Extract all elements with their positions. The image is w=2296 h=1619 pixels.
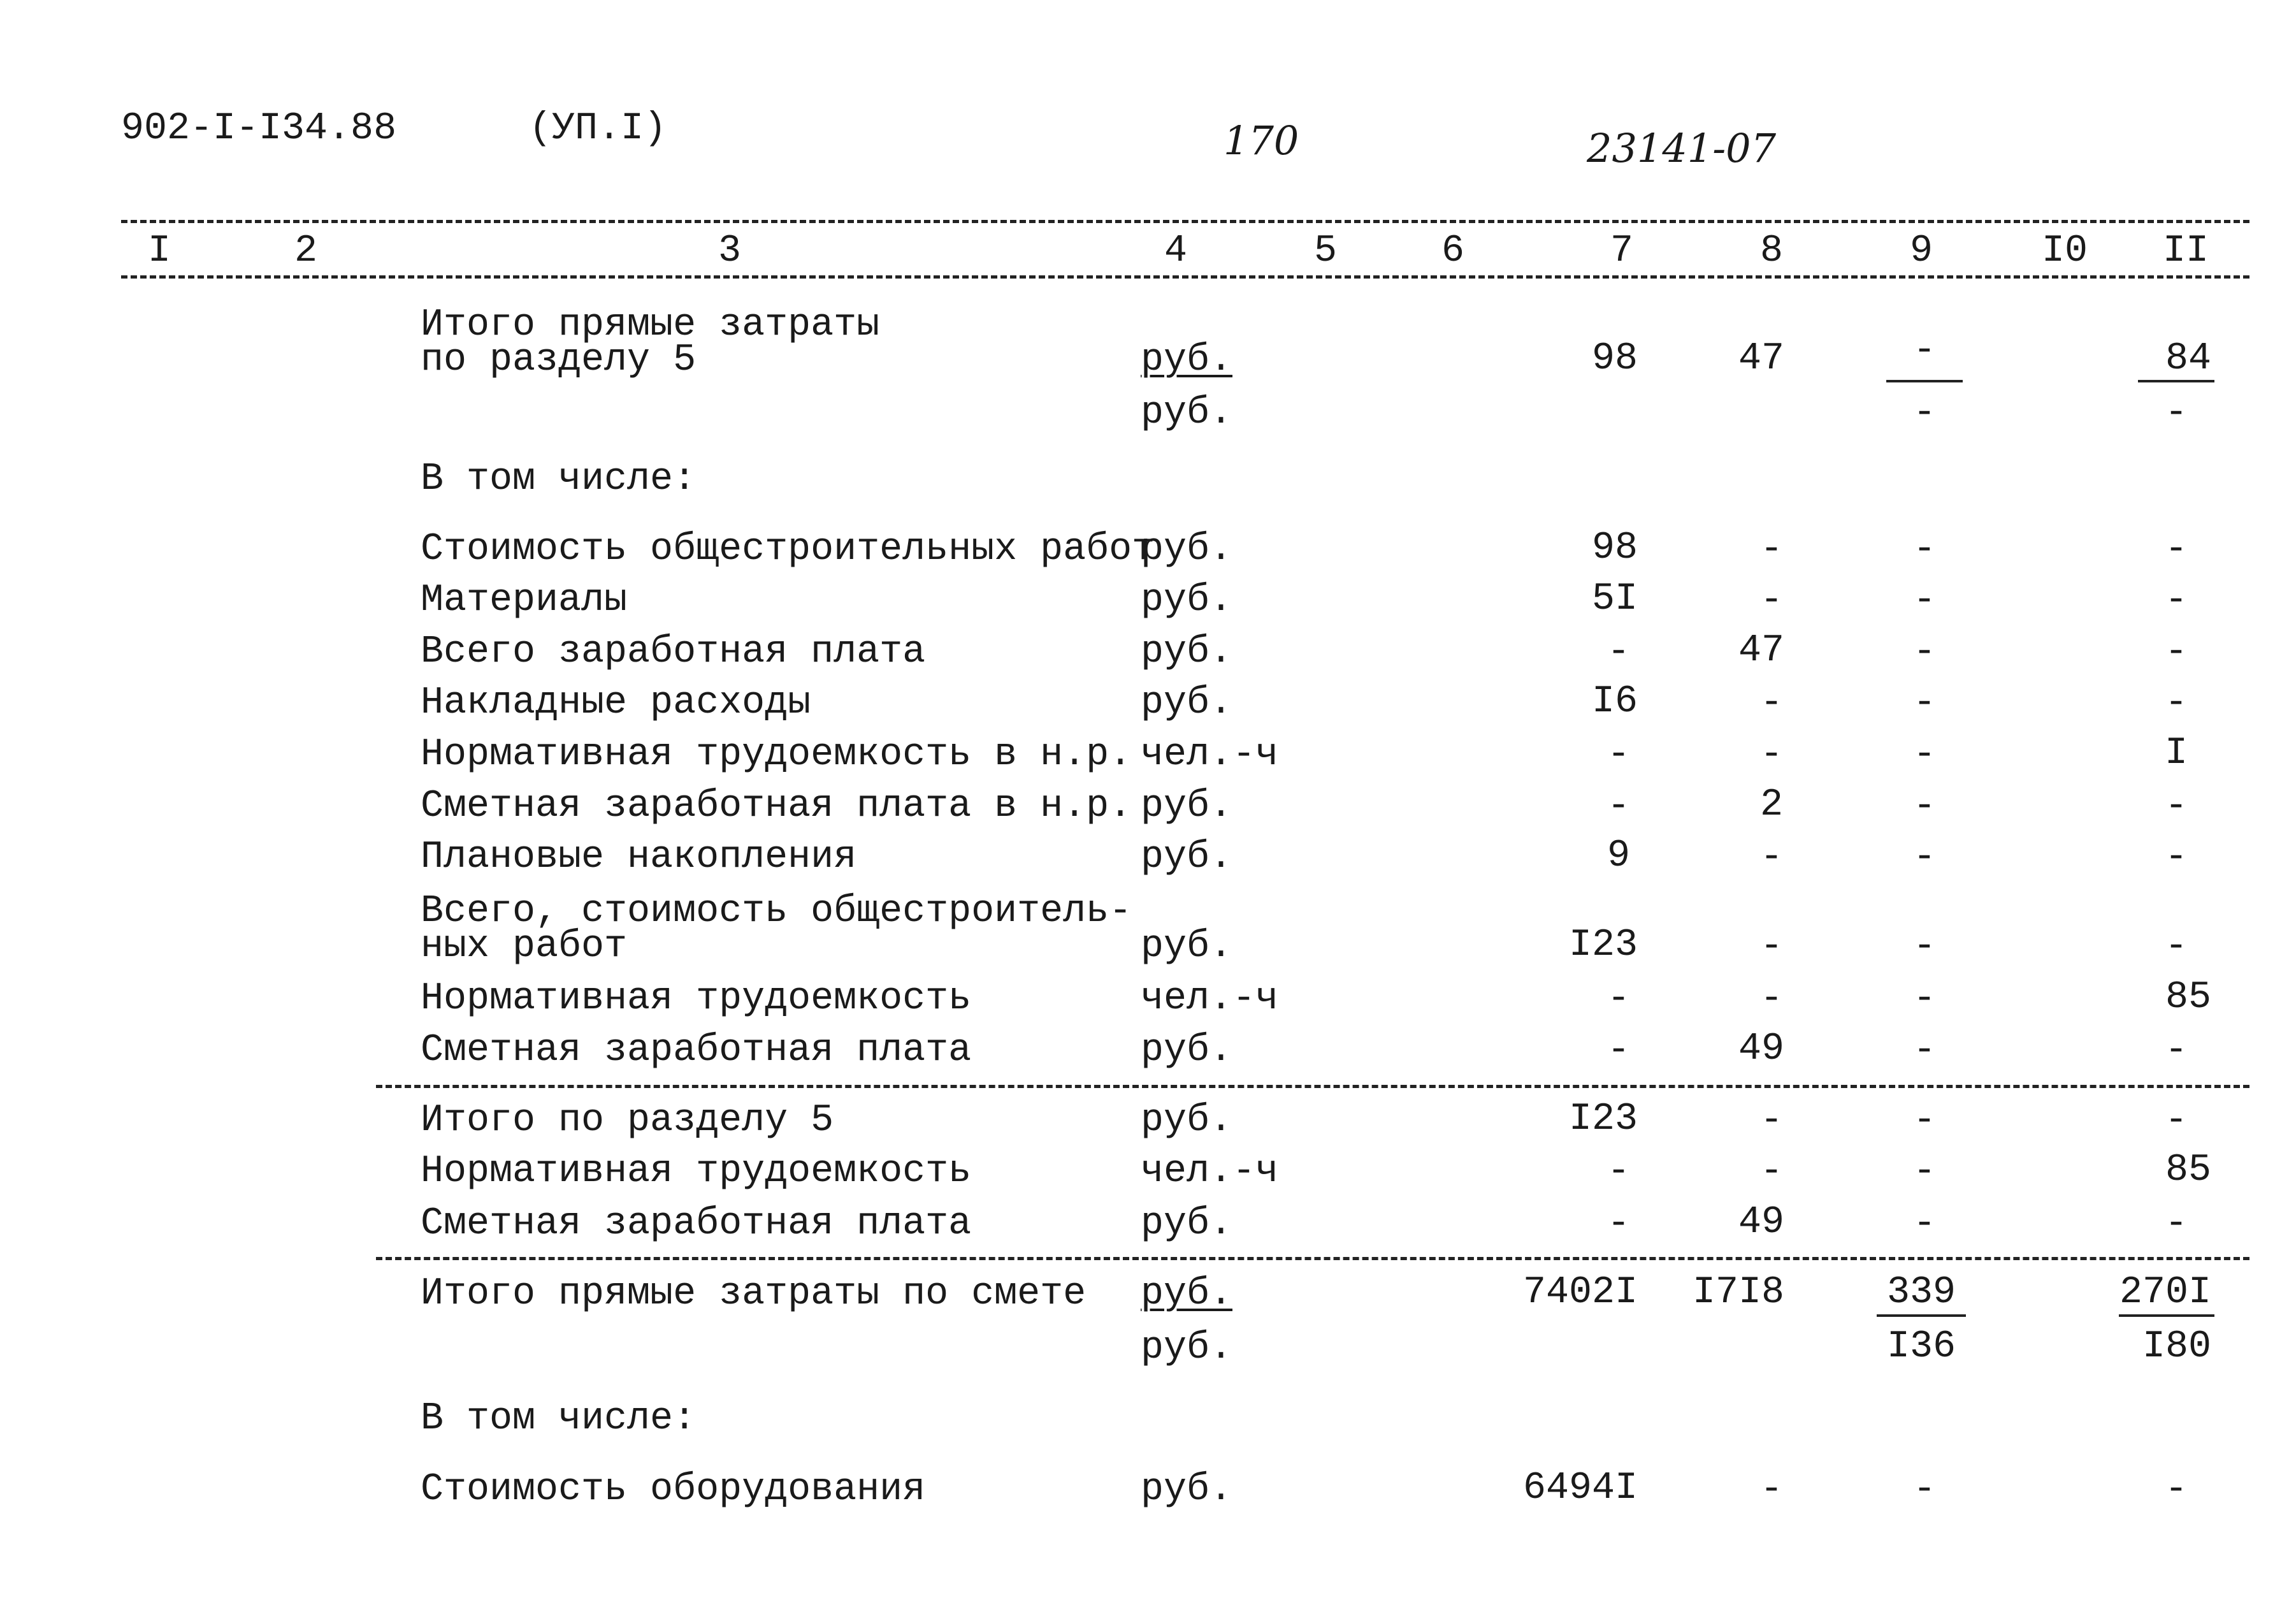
cell-col-9: -	[1912, 1468, 1936, 1511]
row-unit: руб.	[1141, 579, 1233, 622]
section-subheading: В том числе:	[421, 1397, 697, 1441]
cell-col-7: -	[1606, 733, 1630, 776]
fraction-bar	[2119, 1314, 2214, 1317]
cell-col-7: 9	[1606, 834, 1630, 878]
section-code: (УП.I)	[529, 107, 667, 150]
cell-col-9: -	[1912, 1150, 1936, 1193]
row-label: Итого прямые затраты по смете	[421, 1272, 1087, 1316]
row-label: Всего, стоимость общестроитель-	[421, 890, 1132, 933]
row-unit: чел.-ч	[1141, 977, 1279, 1020]
row-unit: руб.	[1141, 785, 1233, 828]
cell-col-7: I23	[1568, 1098, 1638, 1141]
cell-col-7: -	[1606, 630, 1630, 674]
fraction-bar	[1877, 1314, 1966, 1317]
row-unit: руб.	[1141, 391, 1233, 435]
cell-col-11: -	[2164, 785, 2188, 828]
cell-col-7: 5I	[1591, 577, 1638, 621]
row-unit: руб.	[1141, 1202, 1233, 1245]
cell-col-8: -	[1759, 836, 1783, 879]
row-label: Сметная заработная плата	[421, 1029, 972, 1072]
column-header: II	[2162, 229, 2209, 273]
cell-col-11: -	[2164, 1202, 2188, 1245]
cell-col-7: 98	[1591, 526, 1638, 570]
cell-col-11: I80	[2142, 1325, 2211, 1369]
row-label: Всего заработная плата	[421, 630, 926, 674]
row-unit: руб.	[1141, 1272, 1233, 1316]
cell-col-8: I7I8	[1692, 1271, 1784, 1314]
cell-col-9: -	[1912, 785, 1936, 828]
column-header: 7	[1610, 229, 1633, 273]
cell-col-8: -	[1759, 733, 1783, 776]
cell-col-9: 339	[1886, 1271, 1956, 1314]
cell-col-7: -	[1606, 785, 1630, 828]
row-unit: руб.	[1141, 925, 1233, 968]
cell-col-7: I6	[1591, 680, 1638, 723]
column-header: 9	[1909, 229, 1933, 273]
cell-col-11: -	[2164, 630, 2188, 674]
row-label: Накладные расходы	[421, 681, 811, 725]
cell-col-9: -	[1912, 630, 1936, 674]
row-label: Итого прямые затраты	[421, 303, 880, 347]
row-label: Нормативная трудоемкость	[421, 1150, 972, 1193]
cell-col-11: I	[2164, 732, 2188, 775]
row-unit: руб.	[1141, 1468, 1233, 1511]
cell-col-7: 7402I	[1522, 1271, 1638, 1314]
cell-col-7: -	[1606, 977, 1630, 1020]
row-label: Плановые накопления	[421, 836, 857, 879]
row-label: ных работ	[421, 925, 628, 968]
row-label: Нормативная трудоемкость в н.р.	[421, 733, 1132, 776]
cell-col-11: -	[2164, 925, 2188, 968]
cell-col-8: -	[1759, 977, 1783, 1020]
cell-col-11: -	[2164, 528, 2188, 571]
column-header: 5	[1313, 229, 1337, 273]
cell-col-11: 85	[2165, 976, 2211, 1019]
column-header: 6	[1441, 229, 1464, 273]
page-number: 170	[1224, 117, 1299, 164]
cell-col-9: I36	[1886, 1325, 1956, 1369]
cell-col-9: -	[1912, 1099, 1936, 1142]
cell-col-9: -	[1912, 1202, 1936, 1245]
cell-col-8: 2	[1759, 783, 1783, 827]
row-label: Стоимость общестроительных работ	[421, 528, 1155, 571]
cell-col-7: -	[1606, 1029, 1630, 1072]
cell-col-8: -	[1759, 925, 1783, 968]
fraction-bar	[2138, 380, 2214, 382]
row-label: Сметная заработная плата	[421, 1202, 972, 1245]
cell-col-9: -	[1912, 977, 1936, 1020]
cell-col-8: -	[1759, 528, 1783, 571]
cell-col-8: -	[1759, 681, 1783, 725]
cell-col-8: -	[1759, 579, 1783, 622]
row-unit: руб.	[1141, 528, 1233, 571]
row-unit: руб.	[1141, 338, 1233, 382]
cell-col-9: -	[1912, 836, 1936, 879]
cell-col-9: -	[1912, 733, 1936, 776]
cell-col-7: 98	[1591, 337, 1638, 381]
cell-col-9: -	[1912, 925, 1936, 968]
cell-col-11: -	[2164, 579, 2188, 622]
cell-col-8: 47	[1738, 337, 1784, 381]
cell-col-8: 47	[1738, 629, 1784, 672]
fraction-bar	[1886, 380, 1963, 382]
column-header: 8	[1759, 229, 1783, 273]
section-divider	[376, 1257, 2249, 1260]
cell-col-11: 270I	[2119, 1271, 2211, 1314]
cell-col-11: -	[2164, 681, 2188, 725]
row-unit: чел.-ч	[1141, 733, 1279, 776]
row-unit: руб.	[1141, 1099, 1233, 1142]
row-label: по разделу 5	[421, 338, 697, 382]
section-subheading: В том числе:	[421, 458, 697, 501]
cell-col-11: 85	[2165, 1149, 2211, 1192]
cell-col-9: -	[1912, 329, 1936, 372]
column-header: 4	[1164, 229, 1187, 273]
cell-col-9: -	[1912, 681, 1936, 725]
row-unit: руб.	[1141, 836, 1233, 879]
column-header: I0	[2041, 229, 2088, 273]
cell-col-7: I23	[1568, 924, 1638, 967]
cell-col-9: -	[1912, 1029, 1936, 1072]
cell-col-8: -	[1759, 1150, 1783, 1193]
cell-col-11: -	[2164, 1099, 2188, 1142]
column-header-top-rule	[121, 220, 2249, 223]
row-unit: руб.	[1141, 681, 1233, 725]
cell-col-8: -	[1759, 1468, 1783, 1511]
cell-col-9: -	[1912, 391, 1936, 435]
cell-col-9: -	[1912, 579, 1936, 622]
row-unit: руб.	[1141, 1029, 1233, 1072]
cell-col-7: -	[1606, 1202, 1630, 1245]
cell-col-7: 6494I	[1522, 1467, 1638, 1510]
document-code: 902-I-I34.88	[121, 107, 397, 150]
cell-col-11: 84	[2165, 337, 2211, 381]
row-label: Итого по разделу 5	[421, 1099, 834, 1142]
column-header-bottom-rule	[121, 275, 2249, 279]
cell-col-11: -	[2164, 1029, 2188, 1072]
row-unit: руб.	[1141, 630, 1233, 674]
row-label: Сметная заработная плата в н.р.	[421, 785, 1132, 828]
row-label: Нормативная трудоемкость	[421, 977, 972, 1020]
row-unit: руб.	[1141, 1326, 1233, 1370]
cell-col-11: -	[2164, 836, 2188, 879]
cell-col-11: -	[2164, 1468, 2188, 1511]
cell-col-11: -	[2164, 391, 2188, 435]
cell-col-8: -	[1759, 1099, 1783, 1142]
column-header: 3	[718, 229, 741, 273]
cell-col-8: 49	[1738, 1027, 1784, 1071]
column-header: 2	[294, 229, 317, 273]
section-divider	[376, 1085, 2249, 1088]
cell-col-8: 49	[1738, 1201, 1784, 1244]
row-label: Материалы	[421, 579, 628, 622]
cell-col-9: -	[1912, 528, 1936, 571]
row-label: Стоимость оборудования	[421, 1468, 926, 1511]
cell-col-7: -	[1606, 1150, 1630, 1193]
column-header: I	[147, 229, 171, 273]
row-unit: чел.-ч	[1141, 1150, 1279, 1193]
document-number: 23141-07	[1587, 125, 1777, 171]
